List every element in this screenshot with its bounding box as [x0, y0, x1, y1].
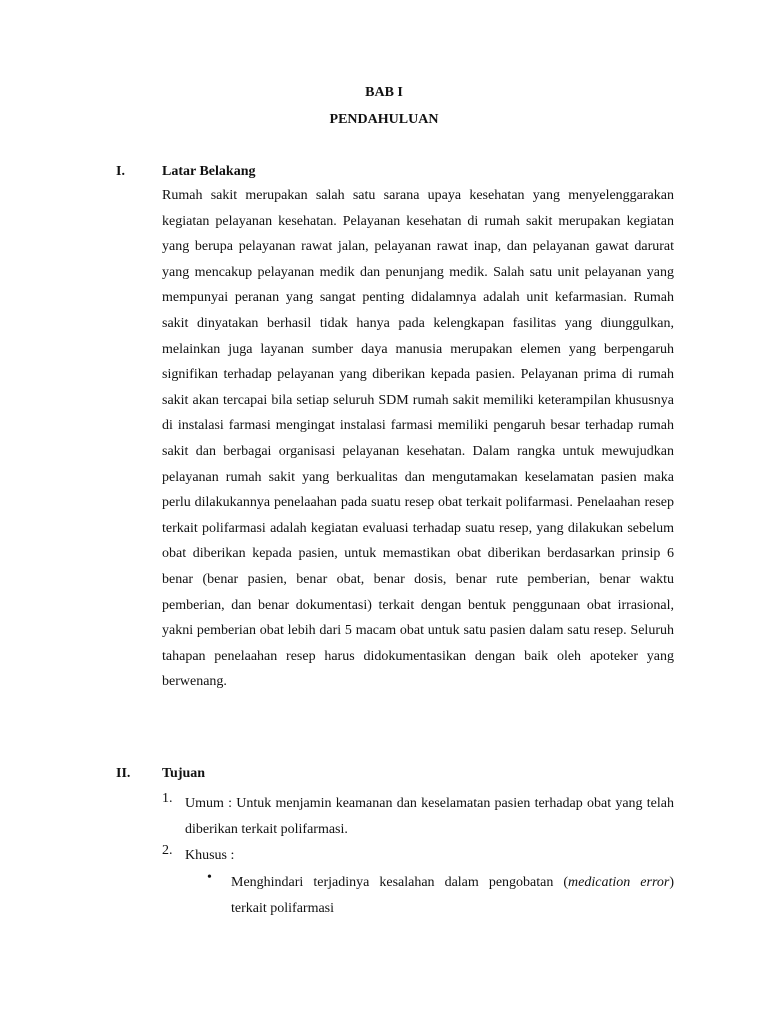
section-2-number: II. — [116, 766, 131, 781]
list-item-number: 2. — [162, 843, 173, 858]
section-1-paragraph: Rumah sakit merupakan salah satu sarana upaya kesehatan yang menyelenggarakan kegiatan pelayanan kesehatan. Pelayanan kesehatan di rumah sakit merupakan kegiatan yang berupa pelayanan rawat jalan, pelayanan rawat inap, dan pelayanan gawat darurat yang mencakup pelayanan medik dan penunjang medik. Salah satu unit pelayanan yang mempunyai peranan yang sangat penting didalamnya adalah unit kefarmasian. Rumah sakit dinyatakan berhasil tidak hanya pada kelengkapan fasilitas yang diunggulkan, melainkan juga layanan sumber daya manusia merupakan elemen yang berpengaruh signifikan terhadap pelayanan yang diberikan kepada pasien. Pelayanan prima di rumah sakit akan tercapai bila setiap seluruh SDM rumah sakit memiliki keterampilan khususnya di instalasi farmasi mengingat instalasi farmasi memiliki pengaruh besar terhadap rumah sakit dan berbagai organisasi pelayanan kesehatan. Dalam rangka untuk mewujudkan pelayanan rumah sakit yang berkualitas dan mengutamakan keselamatan pasien maka perlu dilakukannya penelaahan pada suatu resep obat terkait polifarmasi. Penelaahan resep terkait polifarmasi adalah kegiatan evaluasi terhadap suatu resep, yang dilakukan sebelum obat diberikan kepada pasien, untuk memastikan obat diberikan berdasarkan prinsip 6 benar (benar pasien, benar obat, benar dosis, benar rute pemberian, benar waktu pemberian, dan benar dokumentasi) terkait dengan bentuk penggunaan obat irrasional, yakni pemberian obat lebih dari 5 macam obat untuk satu pasien dalam satu resep. Seluruh tahapan penelaahan resep harus didokumentasikan dengan baik oleh apoteker yang berwenang. — [162, 188, 674, 690]
chapter-title: PENDAHULUAN — [329, 112, 439, 127]
italic-term: medication error — [568, 875, 670, 890]
list-item-text: Umum : Untuk menjamin keamanan dan keselamatan pasien terhadap obat yang telah diberikan terkait polifarmasi. — [185, 796, 674, 837]
section-1-number: I. — [116, 164, 125, 179]
list-item-number: 1. — [162, 791, 173, 806]
bullet-item-text: Menghindari terjadinya kesalahan dalam pengobatan (medication error) terkait polifarmasi — [231, 875, 674, 916]
section-1-heading: Latar Belakang — [162, 164, 256, 179]
section-2-heading: Tujuan — [162, 766, 206, 781]
list-item-text: Khusus : — [185, 848, 235, 863]
chapter-label: BAB I — [365, 85, 403, 100]
bullet-icon: • — [207, 870, 212, 885]
